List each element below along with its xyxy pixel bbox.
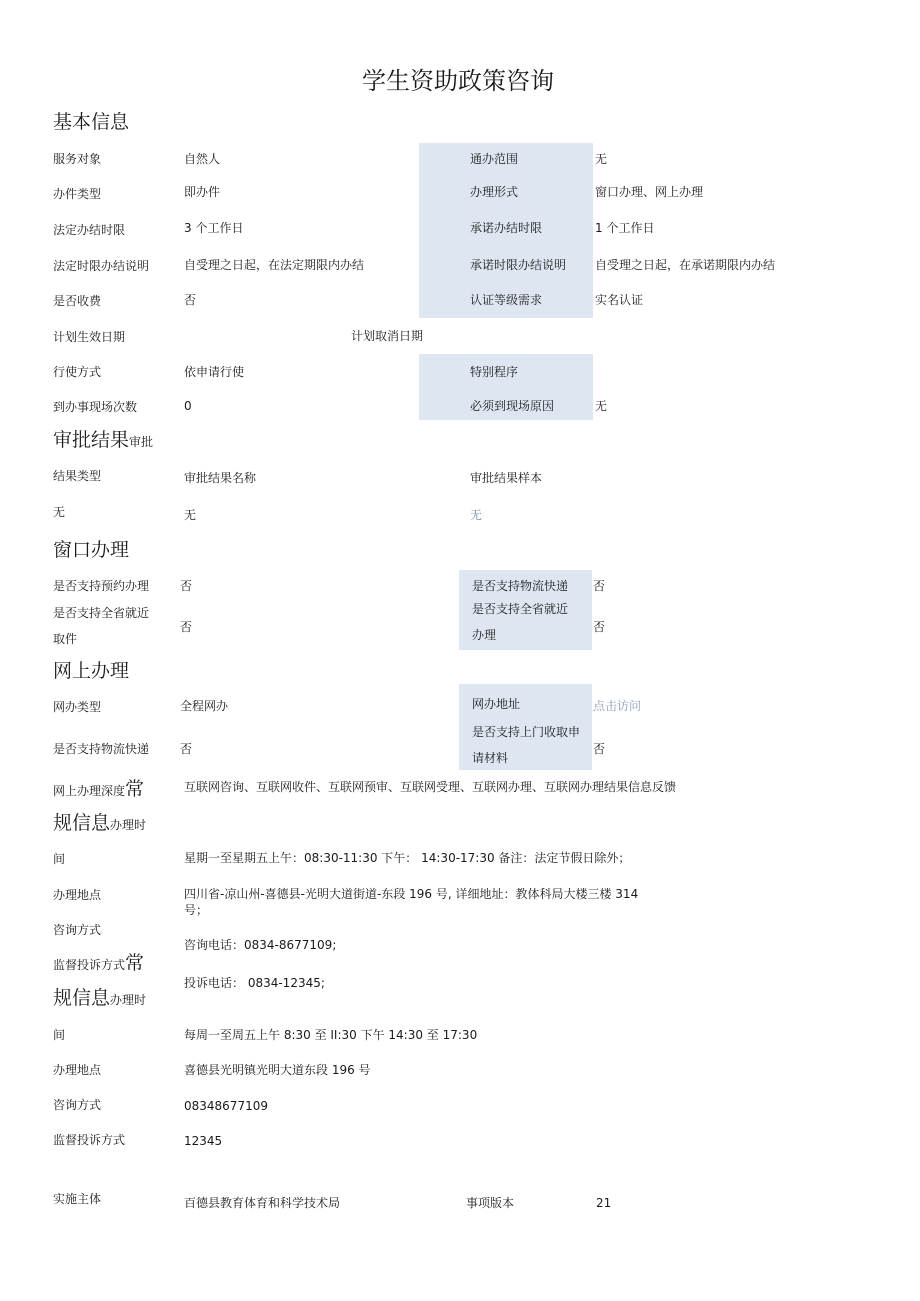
regular1-consult-value: 咨询电话：0834-8677109; — [184, 938, 337, 952]
regular2-complaint-label: 监督投诉方式 — [53, 1133, 126, 1147]
door-pickup-label-line1: 是否支持上门收取申 — [472, 725, 581, 739]
result-name-value: 无 — [184, 508, 197, 522]
regular2-time-value: 每周一至周五上午 8:30 至 II:30 下午 14:30 至 17:30 — [184, 1028, 478, 1042]
province-pickup-label-line2: 取件 — [53, 632, 78, 646]
online-type-value: 全程网办 — [180, 699, 229, 713]
province-handle-label — [472, 596, 582, 648]
regular1-place-label: 办理地点 — [53, 888, 102, 902]
online-type-label: 网办类型 — [53, 700, 102, 714]
section-approval-heading — [53, 427, 153, 455]
door-pickup-label — [472, 719, 590, 771]
fee-label: 是否收费 — [53, 294, 102, 308]
online-logistics-value: 否 — [180, 742, 193, 756]
effective-date-label: 计划生效日期 — [53, 330, 126, 344]
regular2-place-value: 喜德县光明镇光明大道东段 196 号 — [184, 1063, 371, 1077]
result-type-header: 结果类型 — [53, 469, 102, 483]
section-regular2-heading — [53, 985, 146, 1013]
cancel-date-label: 计划取消日期 — [351, 329, 424, 343]
online-address-label: 网办地址 — [472, 697, 521, 711]
province-handle-label-line1: 是否支持全省就近 — [472, 602, 569, 616]
legal-desc-value: 自受理之日起，在法定期限内办结 — [184, 258, 365, 272]
regular1-time-label: 间 — [53, 852, 66, 866]
visits-value: 0 — [184, 399, 192, 413]
exercise-value: 依申请行使 — [184, 365, 245, 379]
service-target-label: 服务对象 — [53, 152, 102, 166]
section-basic-heading: 基本信息 — [53, 111, 130, 133]
regular2-time-label: 间 — [53, 1028, 66, 1042]
version-value: 21 — [596, 1196, 612, 1210]
result-type-value: 无 — [53, 505, 66, 519]
regular2-complaint-value: 12345 — [184, 1134, 223, 1148]
type-label: 办件类型 — [53, 187, 102, 201]
online-depth-label-text: 网上办理深度 — [53, 784, 126, 798]
result-sample-value: 无 — [470, 508, 483, 522]
province-pickup-label-line1: 是否支持全省就近 — [53, 606, 150, 620]
auth-label: 认证等级需求 — [470, 293, 543, 307]
type-value: 即办件 — [184, 185, 221, 199]
special-label: 特别程序 — [470, 365, 519, 379]
province-handle-label-line2: 办理 — [472, 628, 497, 642]
promise-desc-label: 承诺时限办结说明 — [470, 258, 567, 272]
result-sample-header: 审批结果样本 — [470, 471, 543, 485]
appointment-label: 是否支持预约办理 — [53, 579, 150, 593]
legal-desc-label: 法定时限办结说明 — [53, 259, 150, 273]
regular1-heading-tail: 常 — [125, 778, 145, 800]
regular1-complaint-label — [53, 952, 144, 976]
regular2-place-label: 办理地点 — [53, 1063, 102, 1077]
regular2-consult-value: 08348677109 — [184, 1099, 268, 1113]
regular2-consult-label: 咨询方式 — [53, 1098, 102, 1112]
form-value: 窗口办理、网上办理 — [595, 185, 704, 199]
approval-heading-text: 审批结果 — [53, 429, 130, 451]
window-logistics-label: 是否支持物流快递 — [472, 579, 569, 593]
regular1-consult-label: 咨询方式 — [53, 923, 102, 937]
province-pickup-label — [53, 600, 163, 652]
regular1-complaint-label-text: 监督投诉方式 — [53, 958, 126, 972]
section-window-heading: 窗口办理 — [53, 539, 130, 561]
scope-value: 无 — [595, 152, 608, 166]
door-pickup-value: 否 — [593, 742, 606, 756]
section-regular1-heading — [53, 810, 146, 838]
fee-value: 否 — [184, 293, 197, 307]
exercise-label: 行使方式 — [53, 365, 102, 379]
regular1-heading-text: 规信息 — [53, 812, 111, 834]
legal-limit-label: 法定办结时限 — [53, 223, 126, 237]
online-depth-label — [53, 778, 144, 802]
door-pickup-label-line2: 请材料 — [472, 751, 509, 765]
service-target-value: 自然人 — [184, 152, 221, 166]
appointment-value: 否 — [180, 579, 193, 593]
province-handle-value: 否 — [593, 620, 606, 634]
scope-label: 通办范围 — [470, 152, 519, 166]
regular1-complaint-value: 投诉电话： 0834-12345; — [184, 976, 325, 990]
promise-limit-value: 1 个工作日 — [595, 221, 655, 235]
page-title: 学生资助政策咨询 — [362, 67, 554, 95]
approval-heading-small: 审批 — [129, 435, 154, 449]
regular1-heading-small: 办理时 — [110, 818, 147, 832]
visits-label: 到办事现场次数 — [53, 400, 138, 414]
regular1-place-value: 四川省-凉山州-喜德县-光明大道街道-东段 196 号, 详细地址：教体科局大楼三楼 314 号； — [184, 887, 639, 917]
result-name-header: 审批结果名称 — [184, 471, 257, 485]
regular2-heading-text: 规信息 — [53, 987, 111, 1009]
regular2-heading-tail: 常 — [125, 952, 145, 974]
window-logistics-value: 否 — [593, 579, 606, 593]
auth-value: 实名认证 — [595, 293, 644, 307]
promise-desc-value: 自受理之日起，在承诺期限内办结 — [595, 258, 776, 272]
province-pickup-value: 否 — [180, 620, 193, 634]
legal-limit-value: 3 个工作日 — [184, 221, 244, 235]
form-label: 办理形式 — [470, 185, 519, 199]
online-logistics-label: 是否支持物流快递 — [53, 742, 150, 756]
promise-limit-label: 承诺办结时限 — [470, 221, 543, 235]
regular2-heading-small: 办理时 — [110, 993, 147, 1007]
online-depth-value: 互联网咨询、互联网收件、互联网预审、互联网受理、互联网办理、互联网办理结果信息反馈 — [184, 780, 677, 794]
section-online-heading: 网上办理 — [53, 660, 130, 682]
online-address-link[interactable]: 点击访问 — [593, 699, 642, 713]
subject-value: 百德县教育体育和科学技术局 — [184, 1196, 341, 1210]
onsite-reason-value: 无 — [595, 399, 608, 413]
regular1-time-value: 星期一至星期五上午：08:30-11:30 下午： 14:30-17:30 备注：法定节假日除外； — [184, 851, 631, 865]
subject-label: 实施主体 — [53, 1192, 102, 1206]
onsite-reason-label: 必须到现场原因 — [470, 399, 555, 413]
version-label: 事项版本 — [466, 1196, 515, 1210]
